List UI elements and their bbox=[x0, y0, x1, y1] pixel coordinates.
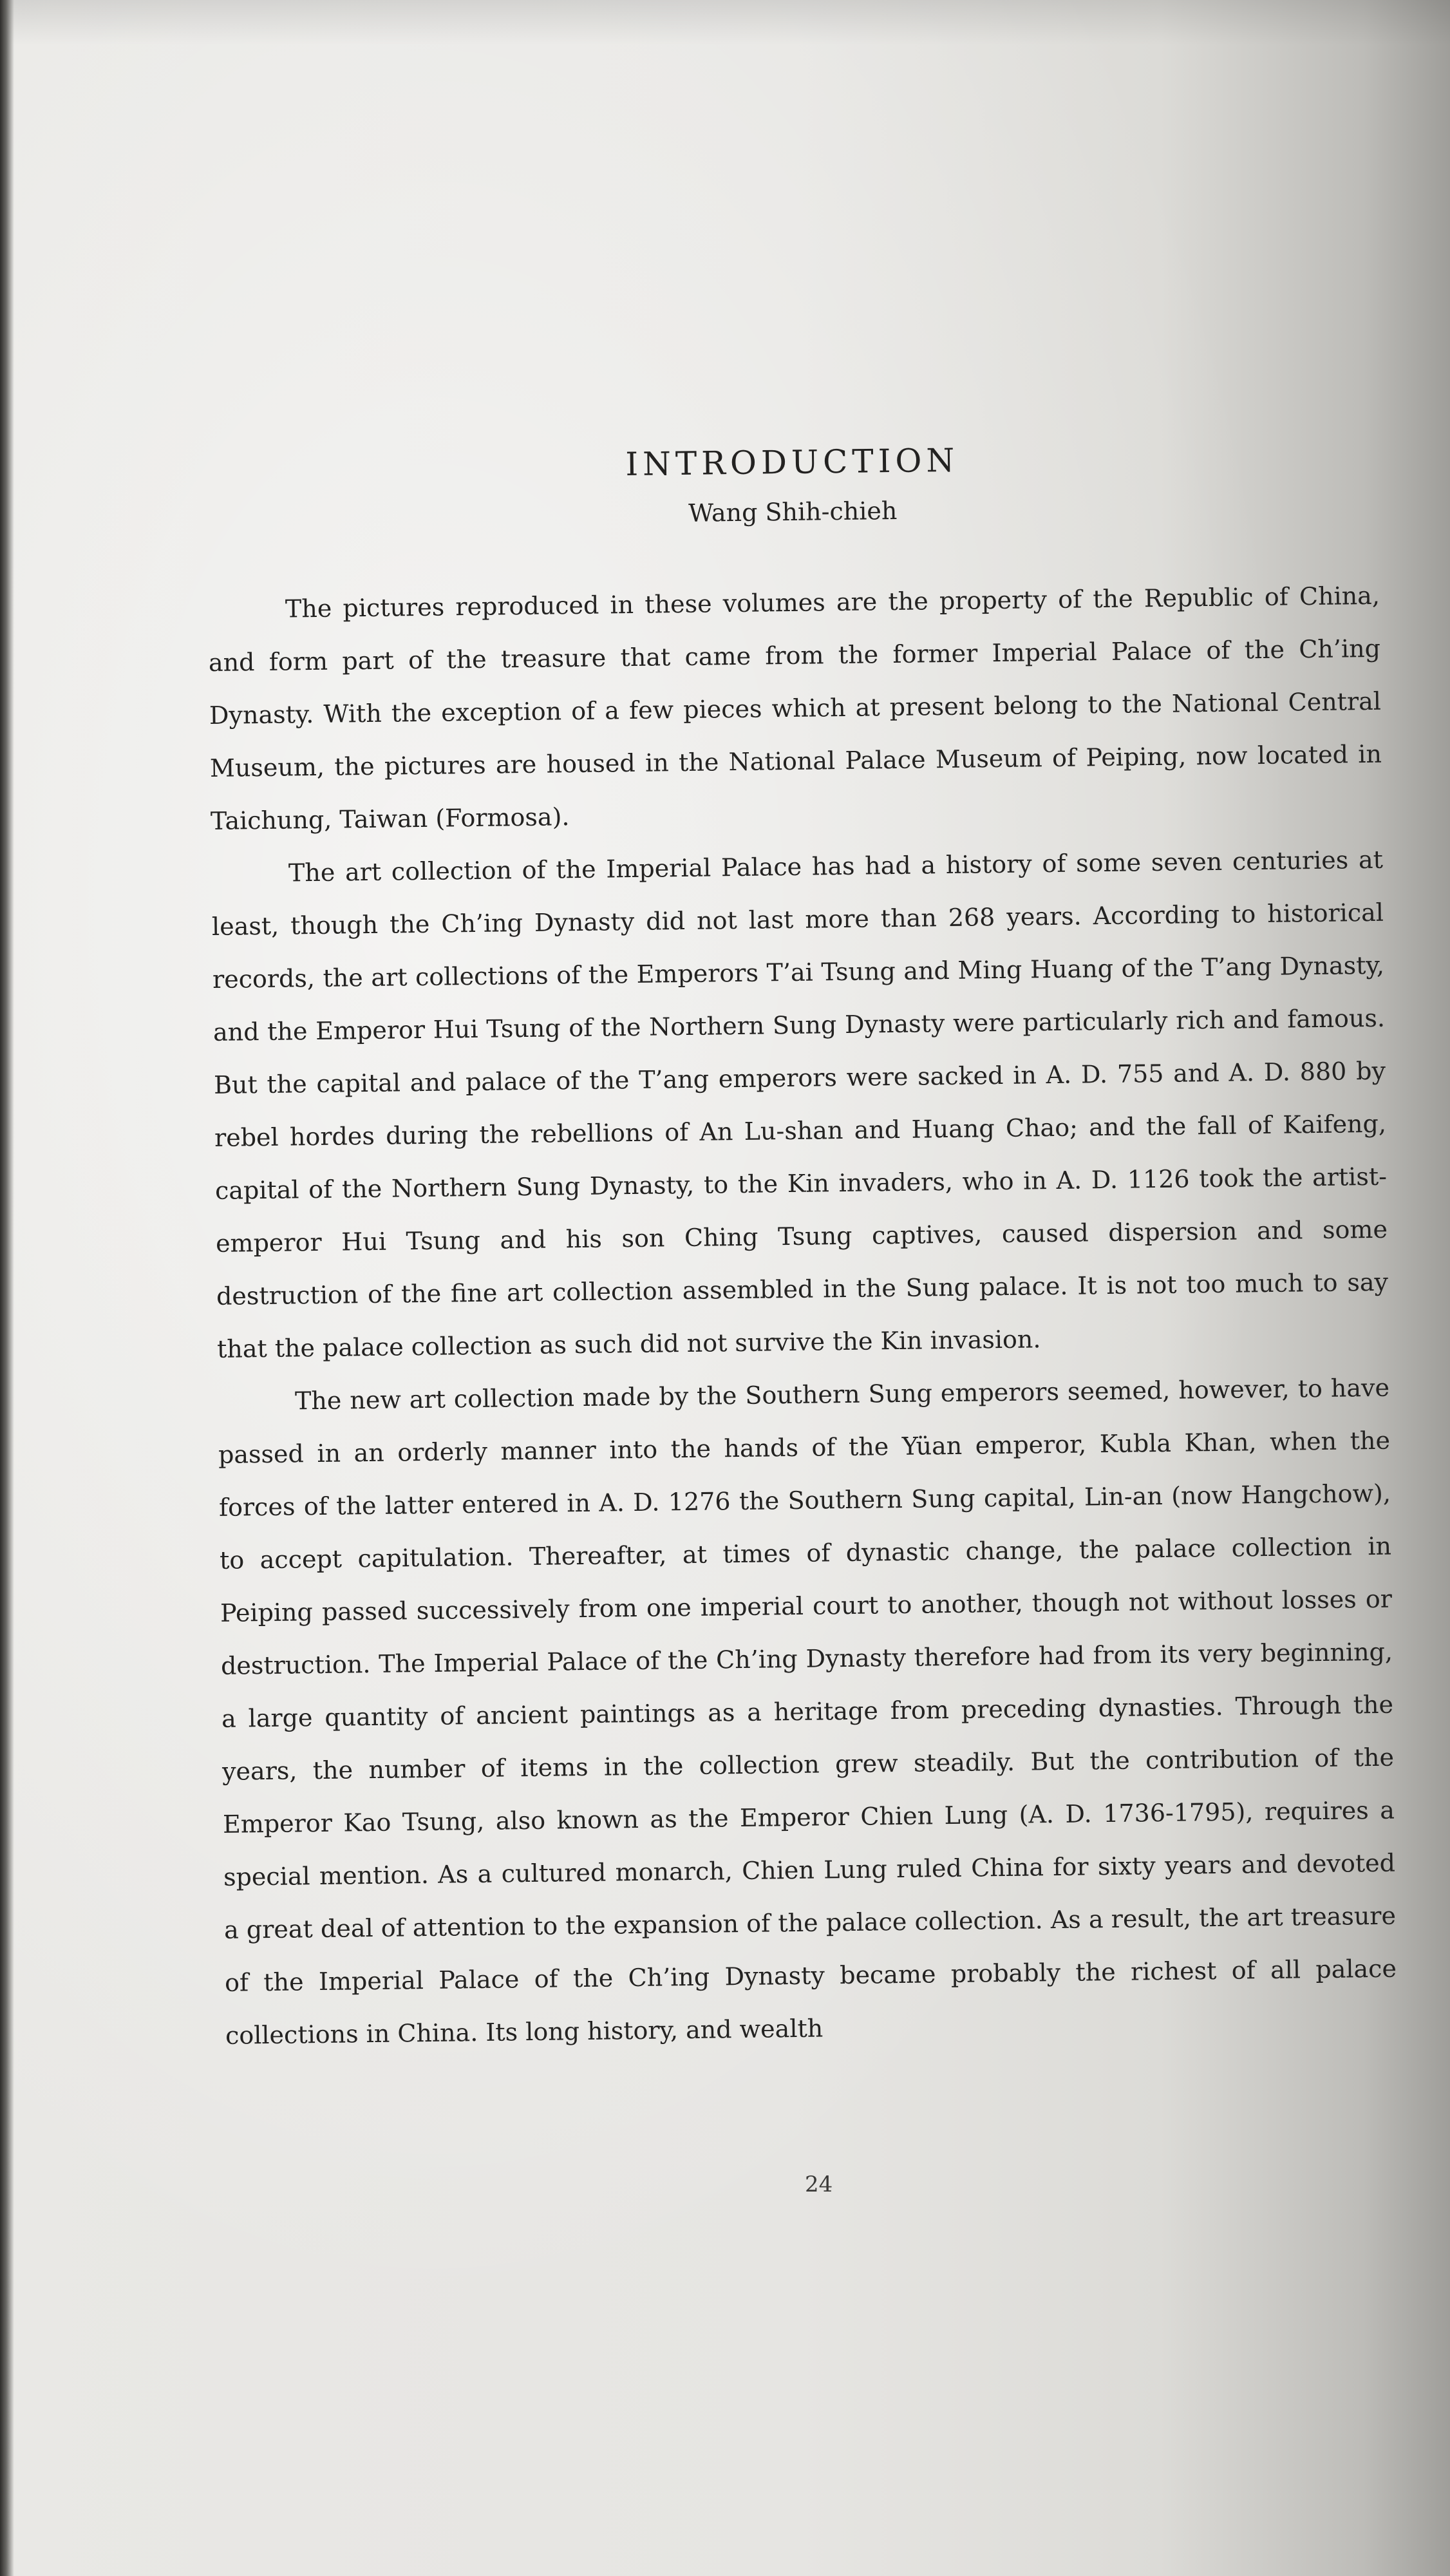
body-paragraph-1: The pictures reproduced in these volumes are the property of the Republic of China, and form part of the treasure that came from the former Imperial Palace of the Ch’ing Dynasty. With the exception of a few pieces which at present belong to the National Central Museum, the pictures are housed in the National Palace Museum of Peiping, now located in Taichung, Taiwan (Formosa). bbox=[208, 581, 1382, 835]
page-content bbox=[206, 437, 1397, 2062]
page-spine-shadow bbox=[0, 0, 14, 2576]
page-title: INTRODUCTION bbox=[625, 441, 959, 484]
author-name: Wang Shih-chieh bbox=[688, 496, 898, 527]
page-number: 24 bbox=[805, 2172, 833, 2197]
page-top-shadow bbox=[0, 0, 1450, 45]
body-paragraph-2: The art collection of the Imperial Palace has had a history of some seven centuries at least, though the Ch’ing Dynasty did not last more than 268 years. According to historical records, the art collections of the Emperors T’ai Tsung and Ming Huang of the T’ang Dynasty, and the Emperor Hui Tsung of the Northern Sung Dynasty were particularly rich and famous. But the capital and palace of the T’ang emperors were sacked in A. D. 755 and A. D. 880 by rebel hordes during the rebellions of An Lu-shan and Huang Chao; and the fall of Kaifeng, capital of the Northern Sung Dynasty, to the Kin invaders, who in A. D. 1126 took the artist-emperor Hui Tsung and his son Ching Tsung captives, caused dispersion and some destruction of the fine art collection assembled in the Sung palace. It is not too much to say that the palace collection as such did not survive the Kin invasion. bbox=[211, 845, 1389, 1363]
body-paragraph-3: The new art collection made by the Southern Sung emperors seemed, however, to have passed in an orderly manner into the hands of the Yüan emperor, Kubla Khan, when the forces of the latter entered in A. D. 1276 the Southern Sung capital, Lin-an (now Hangchow), to accept capitulation. Thereafter, at times of dynastic change, the palace collection in Peiping passed successively from one imperial court to another, though not without losses or destruction. The Imperial Palace of the Ch’ing Dynasty therefore had from its very beginning, a large quantity of ancient paintings as a heritage from preceding dynasties. Through the years, the number of items in the collection grew steadily. But the contribution of the Emperor Kao Tsung, also known as the Emperor Chien Lung (A. D. 1736-1795), requires a special mention. As a cultured monarch, Chien Lung ruled China for sixty years and devoted a great deal of attention to the expansion of the palace collection. As a result, the art treasure of the Imperial Palace of the Ch’ing Dynasty became probably the richest of all palace collections in China. Its long history, and wealth bbox=[218, 1373, 1397, 2050]
